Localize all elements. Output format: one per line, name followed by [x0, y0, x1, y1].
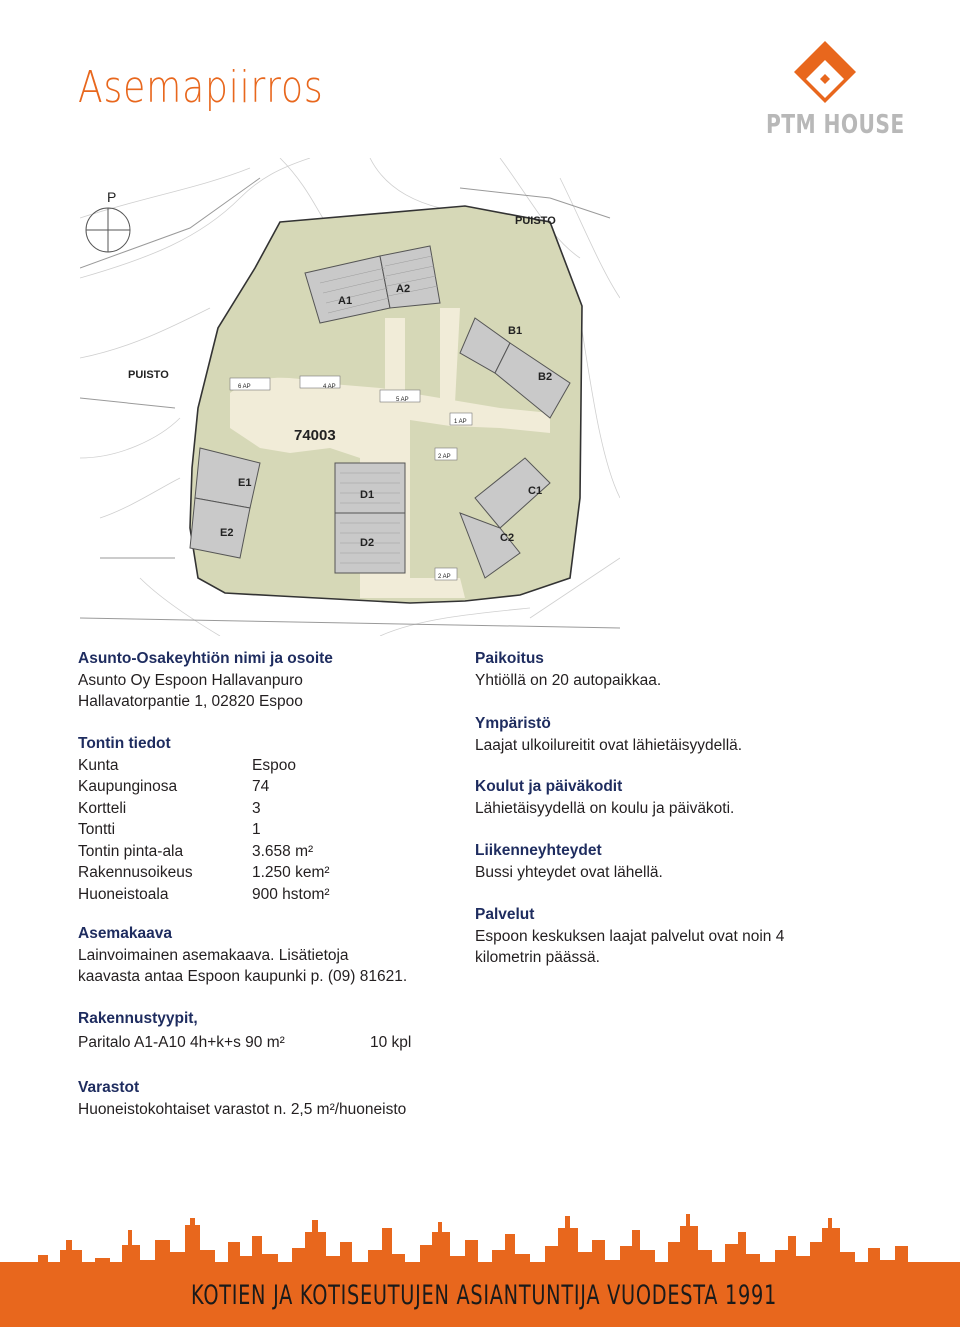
plot-heading: Tontin tiedot	[78, 735, 171, 752]
zoning-line-1: Lainvoimainen asemakaava. Lisätietoja	[78, 946, 349, 964]
plot-value: 74	[252, 778, 270, 795]
site-plan-map	[80, 158, 620, 636]
plot-label: Kunta	[78, 756, 119, 774]
building-a1-label: A1	[338, 295, 353, 307]
plot-label: Kortteli	[78, 799, 127, 817]
plot-value: 3.658 m²	[252, 842, 314, 860]
plot-label: Huoneistoala	[78, 885, 169, 903]
parking-section	[475, 648, 661, 691]
schools-heading: Koulut ja päiväkodit	[475, 778, 623, 795]
services-heading: Palvelut	[475, 906, 535, 923]
plot-row	[78, 819, 330, 841]
company-heading: Asunto-Osakeyhtiön nimi ja osoite	[78, 650, 333, 667]
environment-heading: Ympäristö	[475, 715, 551, 732]
services-line-2: kilometrin päässä.	[475, 949, 600, 966]
transport-text: Bussi yhteydet ovat lähellä.	[475, 863, 663, 881]
plot-value: Espoo	[252, 756, 296, 774]
plot-row	[78, 798, 330, 820]
schools-section	[475, 776, 734, 819]
plot-label: Rakennusoikeus	[78, 864, 193, 881]
parking-2ap-label-b: 2 AP	[438, 574, 451, 580]
parking-sign-label: P	[107, 189, 117, 205]
plot-row	[78, 884, 330, 906]
transport-heading: Liikenneyhteydet	[475, 842, 602, 859]
zoning-heading: Asemakaava	[78, 925, 172, 942]
plot-value: 1.250 kem²	[252, 864, 330, 881]
building-types-section	[78, 1008, 411, 1053]
parking-2ap-label-a: 2 AP	[438, 454, 451, 460]
company-name: Asunto Oy Espoon Hallavanpuro	[78, 671, 303, 689]
page-title: Asemapiirros	[78, 62, 324, 113]
building-e1-label: E1	[238, 477, 252, 489]
parking-6ap-label: 6 AP	[238, 384, 251, 390]
building-a2-label: A2	[396, 283, 411, 295]
parking-text: Yhtiöllä on 20 autopaikkaa.	[475, 671, 662, 689]
storage-heading: Varastot	[78, 1079, 140, 1096]
building-type: Paritalo A1-A10 4h+k+s 90 m²	[78, 1033, 285, 1051]
building-count: 10 kpl	[370, 1033, 412, 1051]
logo-text: PTM HOUSE	[766, 110, 905, 140]
lot-number-label: 74003	[294, 427, 336, 444]
storage-text: Huoneistokohtaiset varastot n. 2,5 m²/huoneisto	[78, 1100, 407, 1118]
building-e2-label: E2	[220, 527, 234, 539]
parking-4ap-label: 4 AP	[323, 384, 336, 390]
building-c2-label: C2	[500, 532, 515, 544]
plot-row	[78, 776, 330, 798]
plot-value: 1	[252, 821, 261, 838]
zoning-section	[78, 923, 407, 988]
parking-5ap-label: 5 AP	[396, 397, 409, 403]
services-section	[475, 904, 784, 969]
building-b2-label: B2	[538, 371, 553, 383]
building-d1-label: D1	[360, 489, 375, 501]
services-line-1: Espoon keskuksen laajat palvelut ovat noin 4	[475, 927, 785, 945]
building-b1-label: B1	[508, 325, 523, 337]
storage-section	[78, 1077, 406, 1120]
building-d2-label: D2	[360, 537, 375, 549]
environment-text: Laajat ulkoilureitit ovat lähietäisyydellä.	[475, 736, 743, 754]
schools-text: Lähietäisyydellä on koulu ja päiväkoti.	[475, 799, 735, 817]
company-address: Hallavatorpantie 1, 02820 Espoo	[78, 693, 303, 710]
building-types-heading: Rakennustyypit,	[78, 1010, 198, 1027]
parking-1ap-label: 1 AP	[454, 419, 467, 425]
transport-section	[475, 840, 663, 883]
park-top-label: PUISTO	[515, 215, 556, 227]
plot-value: 900 hstom²	[252, 885, 330, 903]
parking-heading: Paikoitus	[475, 650, 544, 667]
plot-label: Tontin pinta-ala	[78, 842, 184, 860]
plot-row	[78, 841, 330, 863]
plot-value: 3	[252, 799, 261, 817]
plot-row	[78, 862, 330, 884]
building-c1-label: C1	[528, 485, 543, 497]
zoning-line-2: kaavasta antaa Espoon kaupunki p. (09) 81621.	[78, 968, 408, 985]
environment-section	[475, 713, 742, 756]
plot-row	[78, 755, 330, 777]
plot-section	[78, 733, 330, 905]
plot-label: Kaupunginosa	[78, 778, 178, 795]
company-section	[78, 648, 333, 713]
footer-slogan: KOTIEN JA KOTISEUTUJEN ASIANTUNTIJA VUODESTA 1991	[191, 1280, 778, 1311]
plot-label: Tontti	[78, 821, 116, 838]
park-left-label: PUISTO	[128, 369, 169, 381]
